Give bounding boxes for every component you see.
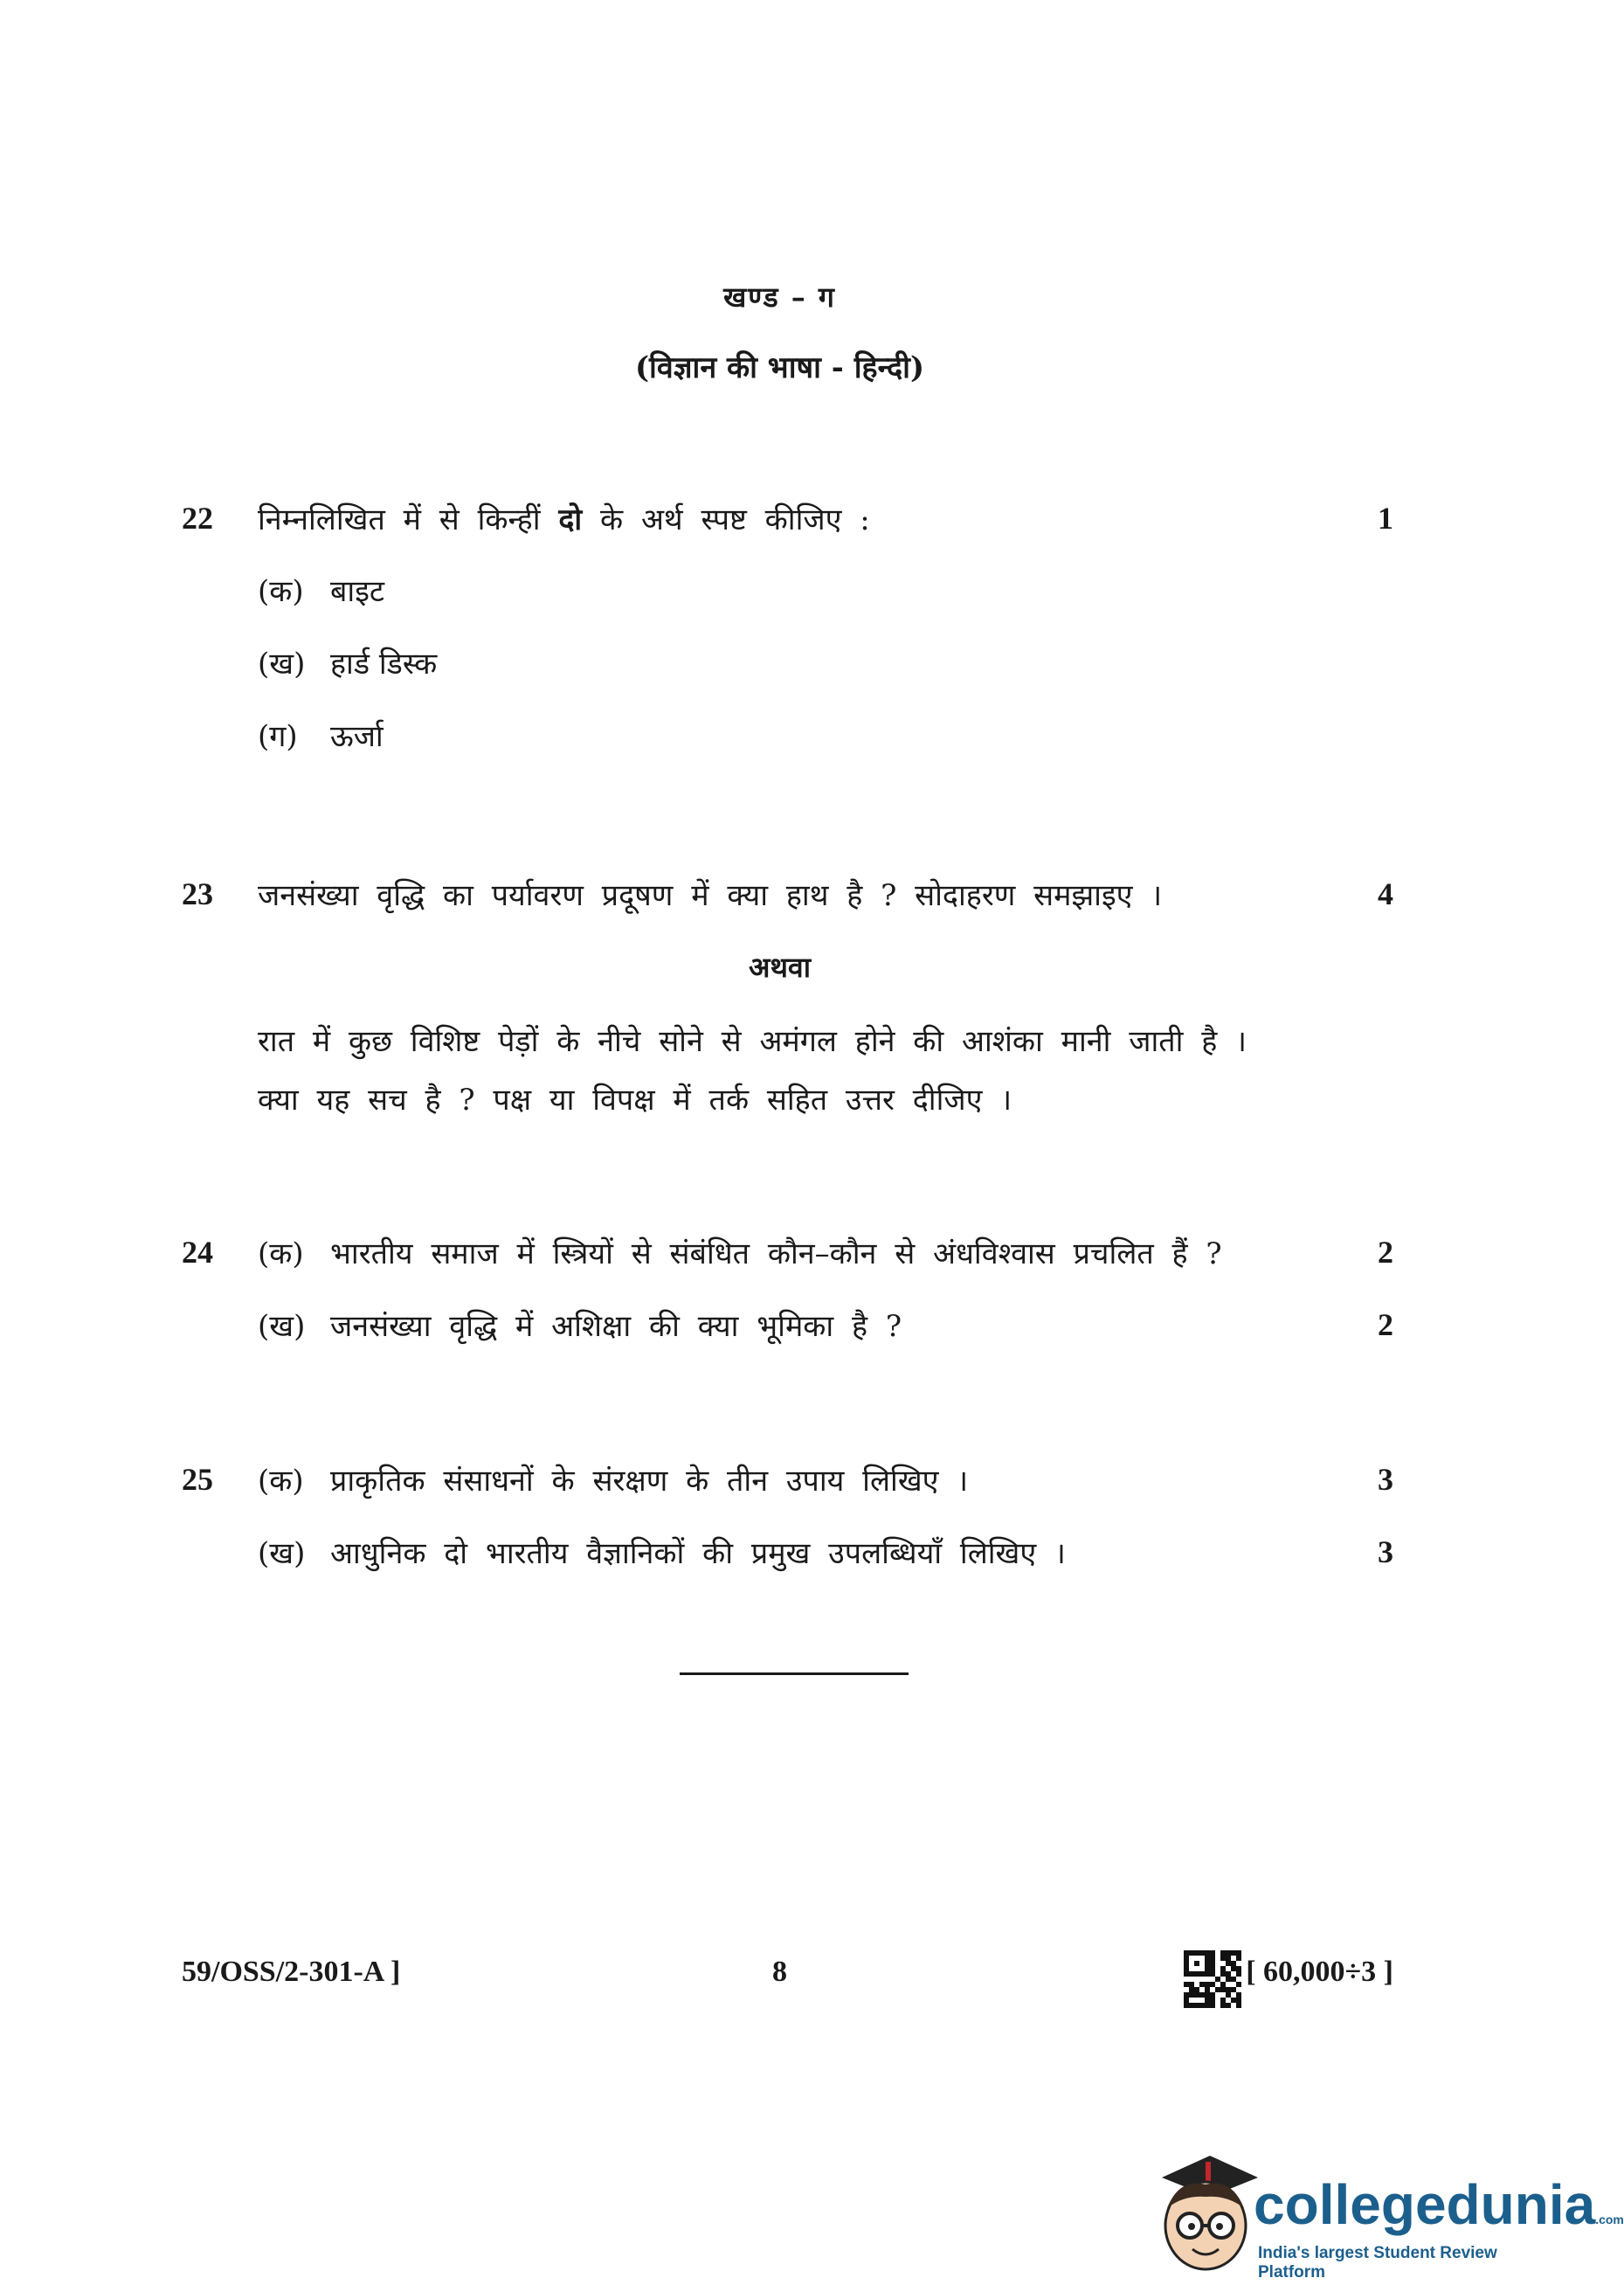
part-label: (क) [258,1464,304,1499]
brand-tagline: India's largest Student Review Platform [1258,2244,1497,2282]
question-number-25: 25 [182,1462,213,1497]
or-separator: अथवा [749,951,811,984]
question-number-23: 23 [182,876,213,911]
question-22-marks: 1 [1378,501,1393,536]
part-marks: 2 [1378,1235,1393,1270]
part-text: जनसंख्या वृद्धि में अशिक्षा की क्या भूमिका है ? [330,1309,902,1344]
mascot-svg [1144,2143,1267,2282]
option-label: (क) [258,574,304,609]
question-22-text-start: निम्नलिखित में से किन्हीं [258,502,559,537]
question-23-marks: 4 [1378,876,1393,911]
part-text: प्राकृतिक संसाधनों के संरक्षण के तीन उपाय लिखिए । [330,1464,969,1499]
question-22-text [258,498,870,538]
part-text: भारतीय समाज में स्त्रियों से संबंधित कौन–कौन से अंधविश्वास प्रचलित हैं ? [330,1236,1222,1271]
section-subtitle: (विज्ञान की भाषा - हिन्दी) [634,350,925,385]
question-22-text-end: के अर्थ स्पष्ट कीजिए : [582,502,870,537]
part-marks: 3 [1378,1534,1393,1569]
option-text: हार्ड डिस्क [330,647,438,682]
option-label: (ग) [258,719,298,754]
paper-code: 59/OSS/2-301-A ] [182,1956,401,1988]
qr-module [1236,2003,1241,2008]
question-22-bold-word: दो [558,502,583,537]
question-23-text: जनसंख्या वृद्धि का पर्यावरण प्रदूषण में क्या हाथ है ? सोदाहरण समझाइए । [258,878,1163,913]
question-number-24: 24 [182,1235,213,1270]
option-text: ऊर्जा [330,719,384,754]
mascot-icon [1144,2143,1267,2282]
part-marks: 3 [1378,1462,1393,1497]
part-marks: 2 [1378,1307,1393,1342]
part-label: (ख) [258,1309,306,1344]
part-label: (क) [258,1236,304,1271]
question-23-alt-line-2: क्या यह सच है ? पक्ष या विपक्ष में तर्क सहित उत्तर दीजिए । [258,1083,1012,1118]
question-23-alt-line-1: रात में कुछ विशिष्ट पेड़ों के नीचे सोने से अमंगल होने की आशंका मानी जाती है । [258,1024,1247,1059]
part-text: आधुनिक दो भारतीय वैज्ञानिकों की प्रमुख उपलब्धियाँ लिखिए । [330,1536,1066,1571]
qr-code-grid [1184,1950,1241,2008]
end-divider [680,1672,909,1675]
option-label: (ख) [258,647,306,682]
section-title: खण्ड – ग [723,280,836,314]
option-text: बाइट [330,574,385,609]
qr-code-icon [1184,1950,1241,2008]
brand-suffix: .com [1595,2212,1624,2226]
page-number: 8 [772,1956,787,1988]
question-number-22: 22 [182,501,213,536]
copies-count: [ 60,000÷3 ] [1246,1956,1393,1988]
brand-name: collegedunia [1254,2173,1596,2236]
part-label: (ख) [258,1536,306,1571]
brand-logo-text [1254,2172,1624,2237]
